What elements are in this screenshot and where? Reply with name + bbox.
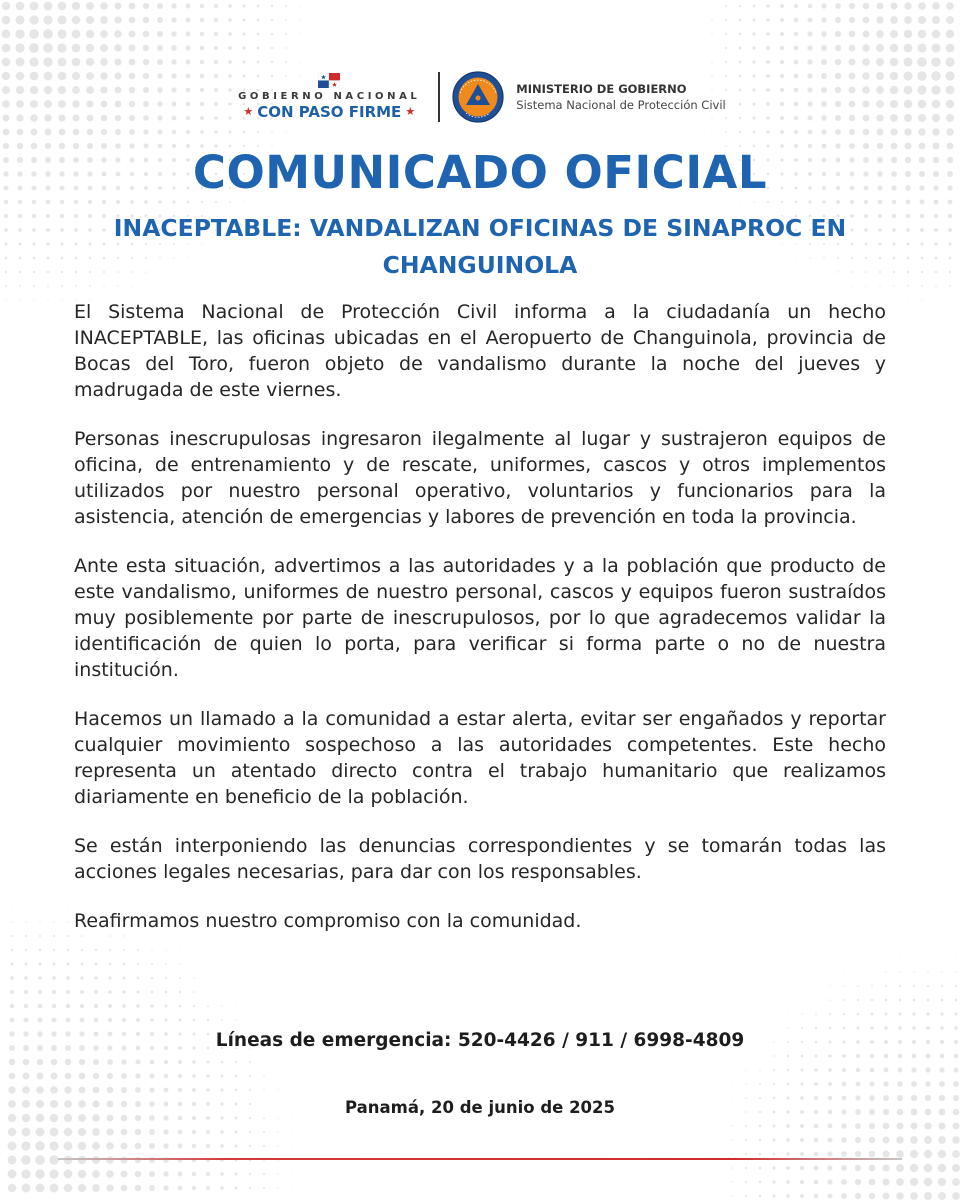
bottom-divider [58,1158,902,1160]
gobierno-nacional-logo [234,73,424,121]
panama-flag-icon [318,73,340,88]
paragraph-3: Ante esta situación, advertimos a las autoridades y a la población que producto de este vandalismo, uniformes de nuestro personal, cascos y equipos fueron sustraídos muy posiblemente por parte de inescrupulosos, por lo que agradecemos validar la identificación de quien lo porta, para verificar si forma parte o no de nuestra institución. [74,555,886,681]
paragraph-5: Se están interponiendo las denuncias correspondientes y se tomarán todas las acciones legales necesarias, para dar con los responsables. [74,835,886,883]
paragraph-2: Personas inescrupulosas ingresaron ilegalmente al lugar y sustrajeron equipos de oficina, de entrenamiento y de rescate, uniformes, cascos y otros implementos utilizados por nuestro personal operativo, voluntarios y funcionarios para la asistencia, atención de emergencias y labores de prevención en toda la provincia. [74,428,886,528]
gobierno-nacional-text: GOBIERNO NACIONAL [238,91,421,102]
paragraph-6: Reafirmamos nuestro compromiso con la comunidad. [74,910,582,932]
star-icon: ★ [405,105,416,118]
header-logos [0,68,960,126]
dateline: Panamá, 20 de junio de 2025 [344,1098,615,1117]
ministerio-logo-text [516,82,725,112]
page-subtitle: INACEPTABLE: VANDALIZAN OFICINAS DE SINAPROC EN CHANGUINOLA [113,214,847,279]
sinaproc-seal-icon [452,71,504,123]
emergency-lines: Líneas de emergencia: 520-4426 / 911 / 6998-4809 [215,1030,745,1051]
con-paso-firme-label: CON PASO FIRME [257,103,402,121]
ministerio-de-gobierno-text: MINISTERIO DE GOBIERNO [516,82,687,96]
paragraph-4: Hacemos un llamado a la comunidad a estar alerta, evitar ser engañados y reportar cualquier movimiento sospechoso a las autoridades competentes. Este hecho representa un atentado directo contra el trabajo humanitario que realizamos diariamente en beneficio de la población. [74,708,886,808]
star-icon: ★ [243,105,254,118]
page-title: COMUNICADO OFICIAL [192,146,768,199]
sinaproc-name-text: Sistema Nacional de Protección Civil [516,98,726,112]
logo-divider [438,72,440,122]
paragraph-1: El Sistema Nacional de Protección Civil informa a la ciudadanía un hecho INACEPTABLE, las oficinas ubicadas en el Aeropuerto de Changuinola, provincia de Bocas del Toro, fueron objeto de vandalismo durante la noche del jueves y madrugada de este viernes. [74,301,886,401]
con-paso-firme-text [234,103,424,121]
statement-body [74,299,886,934]
